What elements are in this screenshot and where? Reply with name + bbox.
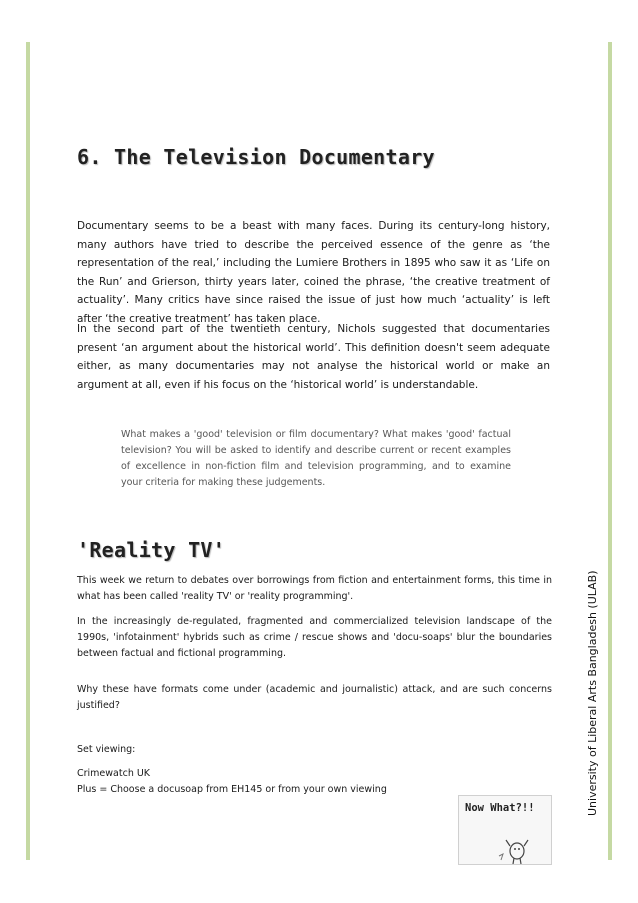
cartoon-figure-icon: [459, 796, 551, 864]
set-viewing-item: Plus = Choose a docusoap from EH145 or from your own viewing: [77, 784, 387, 795]
callout-question: What makes a 'good' television or film documentary? What makes 'good' factual television? You will be asked to identify and describe current or recent examples of excellence in non-fiction film and television programming, and to examine your criteria for making these judgements.: [121, 429, 511, 488]
reality-paragraph-1: This week we return to debates over borrowings from fiction and entertainment forms, this time in what has been called 'reality TV' or 'reality programming'.: [77, 575, 552, 602]
set-viewing-heading: Set viewing:: [77, 744, 136, 755]
cartoon-caption: Now What?!!: [465, 802, 535, 814]
section-title-reality-tv: 'Reality TV': [77, 538, 226, 562]
section-title-television-documentary: 6. The Television Documentary: [77, 145, 435, 169]
set-viewing-item: Crimewatch UK: [77, 768, 151, 779]
left-margin-bar: [26, 42, 30, 860]
now-what-cartoon: [458, 795, 552, 865]
reality-paragraph-3: Why these have formats come under (academic and journalistic) attack, and are such concerns justified?: [77, 684, 552, 711]
right-margin-bar: [608, 42, 612, 860]
documentary-paragraph-2: In the second part of the twentieth century, Nichols suggested that documentaries present ‘an argument about the historical world’. This definition doesn't seem adequate either, as many documentaries may not analyse the historical world or make an argument at all, even if his focus on the ‘historical world’ is understandable.: [77, 323, 550, 391]
documentary-paragraph-1: Documentary seems to be a beast with many faces. During its century-long history, many authors have tried to describe the perceived essence of the genre as ‘the representation of the real,’ including the Lumiere Brothers in 1895 who saw it as ‘Life on the Run’ and Grierson, thirty years later, coined the phrase, ‘the creative treatment of actuality’. Many critics have since raised the issue of just how much ‘actuality’ is left after ‘the creative treatment’ has taken place.: [77, 220, 550, 325]
university-side-label: University of Liberal Arts Bangladesh (ULAB): [586, 570, 599, 816]
reality-paragraph-2: In the increasingly de-regulated, fragmented and commercialized television landscape of the 1990s, 'infotainment' hybrids such as crime / rescue shows and 'docu-soaps' blur the boundaries between factual and fictional programming.: [77, 616, 552, 659]
